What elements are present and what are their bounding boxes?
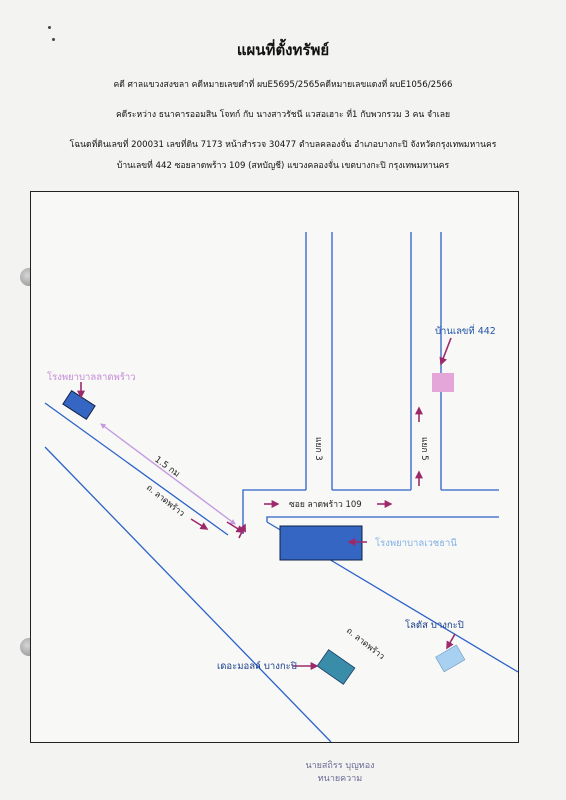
latphrao-road (45, 403, 518, 742)
latphrao-road-lower-edge (45, 447, 331, 742)
themall-marker (317, 650, 355, 685)
lotus-label: โลตัส บางกะปิ (405, 620, 464, 631)
distance-label: 1.5 กม (152, 454, 182, 480)
alley-3-label: แยก 3 (313, 437, 323, 461)
title-deed-line: โฉนดที่ดินเลขที่ 200031 เลขที่ดิน 7173 หน้าสำรวจ 30477 ตำบลคลองจั่น อำเภอบางกะปิ จังหวัดกรุงเทพมหานคร (69, 140, 497, 150)
latphrao-road-upper-edge (45, 403, 228, 535)
alley-5-label: แยก 5 (419, 437, 429, 461)
signature-name: นายสถิรร บุญทอง (305, 761, 375, 771)
route-arrows (191, 408, 419, 538)
latphrao-road-label-1: ถ. ลาดพร้าว (144, 483, 187, 520)
case-line: คดี ศาลแขวงสงขลา คดีหมายเลขดำที่ ผบE5695/2565คดีหมายเลขแดงที่ ผบE1056/2566 (113, 80, 453, 90)
soi-label: ซอย ลาดพร้าว 109 (289, 500, 362, 510)
lotus-marker (436, 645, 465, 672)
property-marker (432, 373, 454, 392)
route-arrow (239, 525, 245, 538)
location-map (30, 191, 519, 743)
latphrao-road-label-2: ถ. ลาดพร้าว (344, 626, 387, 663)
wetchathani-hospital-marker (280, 526, 362, 560)
themall-label: เดอะมอลล์ บางกะปิ (217, 661, 297, 672)
property-pointer (441, 338, 451, 364)
lotus-pointer (447, 634, 455, 648)
page-title: แผนที่ตั้งทรัพย์ (236, 41, 330, 59)
map-drawing (31, 192, 518, 742)
signature-block (280, 760, 400, 786)
wetchathani-hospital-label: โรงพยาบาลเวชธานี (375, 538, 457, 549)
signature-role: ทนายความ (317, 774, 363, 784)
scan-speck (48, 26, 51, 29)
latphrao-hospital-marker (63, 391, 95, 420)
route-arrow (191, 519, 207, 529)
property-label: บ้านเลขที่ 442 (435, 326, 496, 337)
latphrao-hospital-label: โรงพยาบาลลาดพร้าว (47, 372, 136, 383)
parties-line: คดีระหว่าง ธนาคารออมสิน โจทก์ กับ นางสาวรัชนี แวสอเฮาะ ที่1 กับพวกรวม 3 คน จำเลย (115, 110, 451, 120)
address-line: บ้านเลขที่ 442 ซอยลาดพร้าว 109 (สหบัญชี) แขวงคลองจั่น เขตบางกะปิ กรุงเทพมหานคร (116, 161, 450, 171)
soi-lower-edge (267, 517, 499, 522)
